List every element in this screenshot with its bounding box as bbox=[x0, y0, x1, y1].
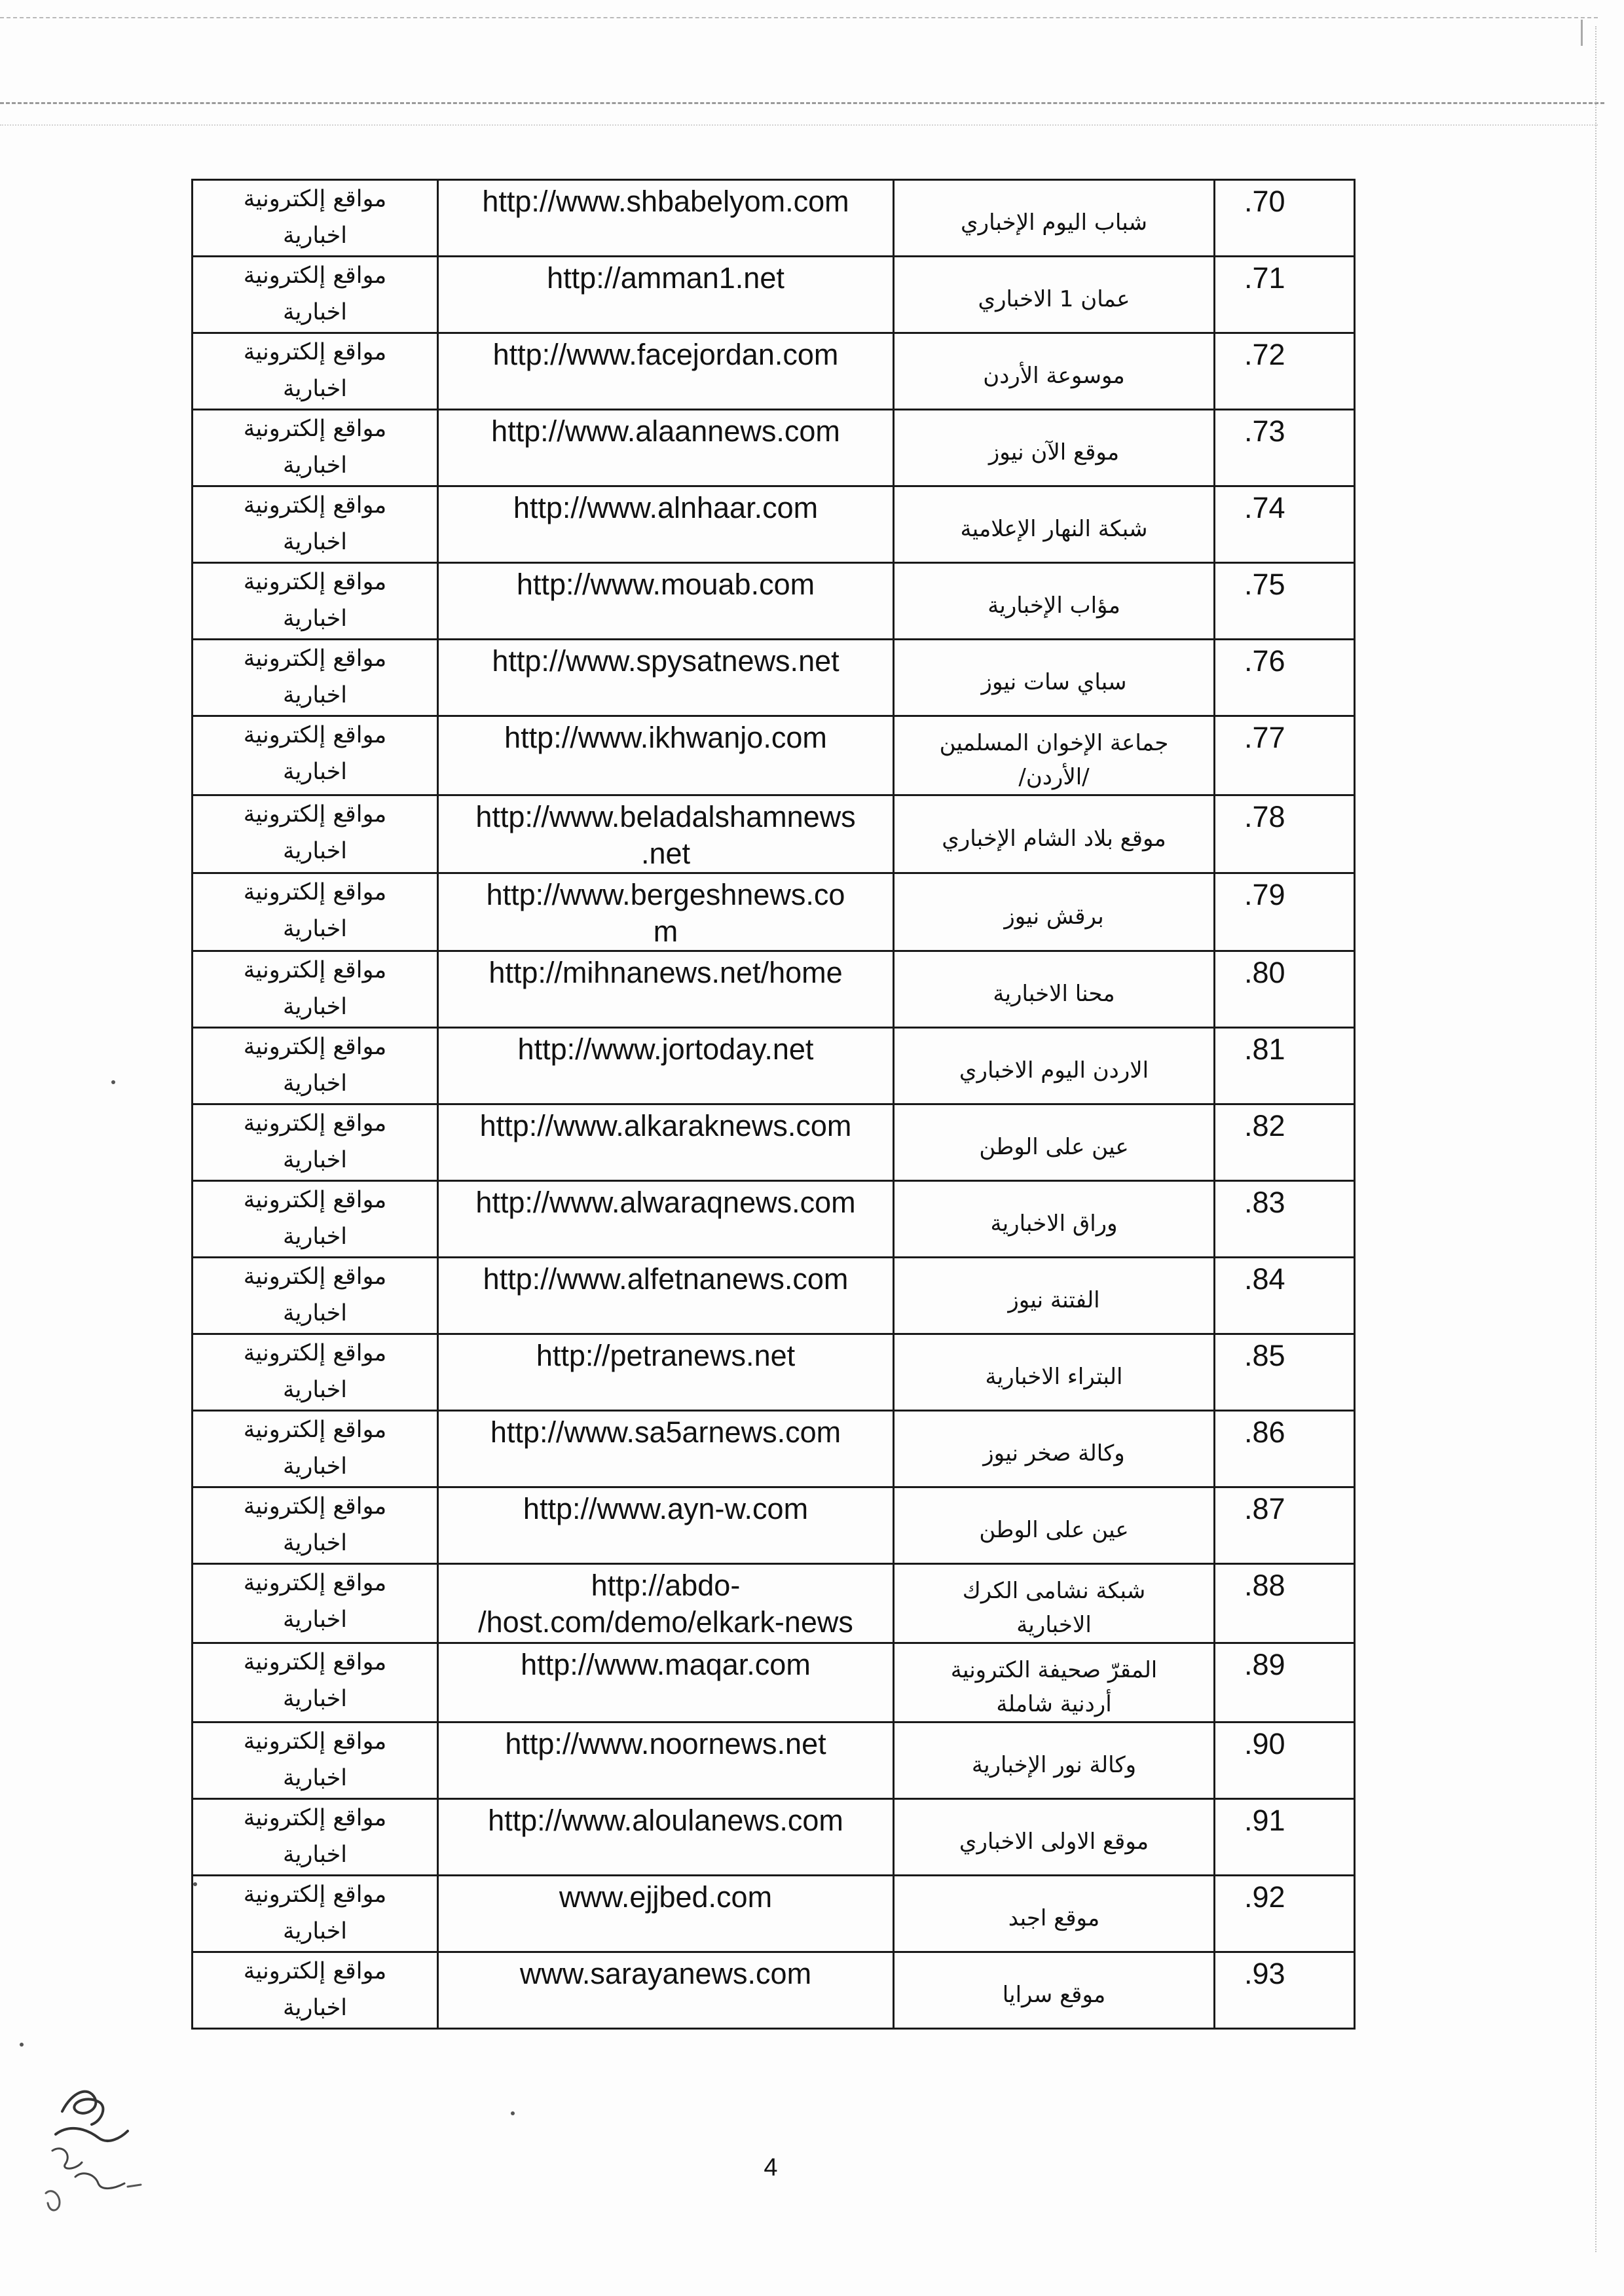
table-row bbox=[193, 951, 1355, 1028]
site-name-cell: موقع سرايا bbox=[894, 1952, 1215, 2029]
category-cell: مواقع إلكترونية اخبارية bbox=[193, 1258, 438, 1334]
url-cell: http://www.facejordan.com bbox=[438, 333, 894, 410]
site-name-cell: وراق الاخبارية bbox=[894, 1181, 1215, 1258]
url-cell: http://www.bergeshnews.co m bbox=[438, 873, 894, 951]
row-number-cell: .86 bbox=[1215, 1411, 1355, 1487]
url-cell: http://www.spysatnews.net bbox=[438, 640, 894, 716]
url-cell: http://www.mouab.com bbox=[438, 563, 894, 640]
handwritten-signature bbox=[36, 2072, 147, 2223]
site-name-cell: وكالة صخر نيوز bbox=[894, 1411, 1215, 1487]
category-cell: مواقع إلكترونية اخبارية bbox=[193, 1564, 438, 1643]
url-cell: http://www.alfetnanews.com bbox=[438, 1258, 894, 1334]
scan-speck bbox=[20, 2043, 24, 2047]
url-cell: http://www.aloulanews.com bbox=[438, 1799, 894, 1876]
scan-speck bbox=[111, 1080, 115, 1084]
category-cell: مواقع إلكترونية اخبارية bbox=[193, 873, 438, 951]
category-cell: مواقع إلكترونية اخبارية bbox=[193, 716, 438, 795]
url-cell: http://abdo- /host.com/demo/elkark-news bbox=[438, 1564, 894, 1643]
table-row bbox=[193, 795, 1355, 873]
category-cell: مواقع إلكترونية اخبارية bbox=[193, 1799, 438, 1876]
category-cell: مواقع إلكترونية اخبارية bbox=[193, 951, 438, 1028]
row-number-cell: .92 bbox=[1215, 1876, 1355, 1952]
row-number-cell: .77 bbox=[1215, 716, 1355, 795]
scan-artifact-line bbox=[0, 17, 1598, 18]
category-cell: مواقع إلكترونية اخبارية bbox=[193, 1411, 438, 1487]
row-number-cell: .80 bbox=[1215, 951, 1355, 1028]
url-cell: www.sarayanews.com bbox=[438, 1952, 894, 2029]
category-cell: مواقع إلكترونية اخبارية bbox=[193, 1643, 438, 1722]
table-row bbox=[193, 640, 1355, 716]
site-name-cell: شبكة نشامى الكرك الاخبارية bbox=[894, 1564, 1215, 1643]
table-row bbox=[193, 1411, 1355, 1487]
category-cell: مواقع إلكترونية اخبارية bbox=[193, 1952, 438, 2029]
site-name-cell: المقرّ صحيفة الكترونية أردنية شاملة bbox=[894, 1643, 1215, 1722]
url-cell: http://mihnanews.net/home bbox=[438, 951, 894, 1028]
url-cell: http://amman1.net bbox=[438, 257, 894, 333]
row-number-cell: .73 bbox=[1215, 410, 1355, 486]
site-name-cell: عين على الوطن bbox=[894, 1104, 1215, 1181]
row-number-cell: .74 bbox=[1215, 486, 1355, 563]
url-cell: http://www.jortoday.net bbox=[438, 1028, 894, 1104]
category-cell: مواقع إلكترونية اخبارية bbox=[193, 1722, 438, 1799]
news-sites-table bbox=[191, 179, 1356, 2030]
category-cell: مواقع إلكترونية اخبارية bbox=[193, 486, 438, 563]
category-cell: مواقع إلكترونية اخبارية bbox=[193, 795, 438, 873]
category-cell: مواقع إلكترونية اخبارية bbox=[193, 1334, 438, 1411]
table-row bbox=[193, 1799, 1355, 1876]
table-row bbox=[193, 1722, 1355, 1799]
table-row bbox=[193, 563, 1355, 640]
row-number-cell: .89 bbox=[1215, 1643, 1355, 1722]
table-row bbox=[193, 1104, 1355, 1181]
row-number-cell: .75 bbox=[1215, 563, 1355, 640]
url-cell: http://www.alkaraknews.com bbox=[438, 1104, 894, 1181]
site-name-cell: موقع الآن نيوز bbox=[894, 410, 1215, 486]
row-number-cell: .81 bbox=[1215, 1028, 1355, 1104]
url-cell: http://www.ikhwanjo.com bbox=[438, 716, 894, 795]
row-number-cell: .76 bbox=[1215, 640, 1355, 716]
site-name-cell: سباي سات نيوز bbox=[894, 640, 1215, 716]
table-row bbox=[193, 1334, 1355, 1411]
table-row bbox=[193, 1258, 1355, 1334]
site-name-cell: الفتنة نيوز bbox=[894, 1258, 1215, 1334]
url-cell: http://www.alnhaar.com bbox=[438, 486, 894, 563]
row-number-cell: .70 bbox=[1215, 180, 1355, 257]
row-number-cell: .90 bbox=[1215, 1722, 1355, 1799]
site-name-cell: برقش نيوز bbox=[894, 873, 1215, 951]
site-name-cell: موقع بلاد الشام الإخباري bbox=[894, 795, 1215, 873]
table-row bbox=[193, 716, 1355, 795]
category-cell: مواقع إلكترونية اخبارية bbox=[193, 333, 438, 410]
url-cell: http://www.shbabelyom.com bbox=[438, 180, 894, 257]
site-name-cell: مؤاب الإخبارية bbox=[894, 563, 1215, 640]
url-cell: http://petranews.net bbox=[438, 1334, 894, 1411]
category-cell: مواقع إلكترونية اخبارية bbox=[193, 1104, 438, 1181]
site-name-cell: عين على الوطن bbox=[894, 1487, 1215, 1564]
row-number-cell: .93 bbox=[1215, 1952, 1355, 2029]
row-number-cell: .82 bbox=[1215, 1104, 1355, 1181]
site-name-cell: شباب اليوم الإخباري bbox=[894, 180, 1215, 257]
site-name-cell: البتراء الاخبارية bbox=[894, 1334, 1215, 1411]
category-cell: مواقع إلكترونية اخبارية bbox=[193, 1876, 438, 1952]
category-cell: مواقع إلكترونية اخبارية bbox=[193, 257, 438, 333]
scan-artifact-line bbox=[0, 124, 1598, 126]
table-row bbox=[193, 333, 1355, 410]
table-row bbox=[193, 257, 1355, 333]
site-name-cell: موقع اجبد bbox=[894, 1876, 1215, 1952]
table-row bbox=[193, 1564, 1355, 1643]
table-row bbox=[193, 873, 1355, 951]
site-name-cell: وكالة نور الإخبارية bbox=[894, 1722, 1215, 1799]
table-row bbox=[193, 1876, 1355, 1952]
category-cell: مواقع إلكترونية اخبارية bbox=[193, 1028, 438, 1104]
scan-speck bbox=[193, 1882, 197, 1886]
row-number-cell: .78 bbox=[1215, 795, 1355, 873]
url-cell: http://www.alaannews.com bbox=[438, 410, 894, 486]
row-number-cell: .79 bbox=[1215, 873, 1355, 951]
category-cell: مواقع إلكترونية اخبارية bbox=[193, 410, 438, 486]
url-cell: http://www.sa5arnews.com bbox=[438, 1411, 894, 1487]
site-name-cell: الاردن اليوم الاخباري bbox=[894, 1028, 1215, 1104]
table-row bbox=[193, 1028, 1355, 1104]
url-cell: www.ejjbed.com bbox=[438, 1876, 894, 1952]
row-number-cell: .88 bbox=[1215, 1564, 1355, 1643]
category-cell: مواقع إلكترونية اخبارية bbox=[193, 563, 438, 640]
url-cell: http://www.alwaraqnews.com bbox=[438, 1181, 894, 1258]
category-cell: مواقع إلكترونية اخبارية bbox=[193, 1181, 438, 1258]
row-number-cell: .72 bbox=[1215, 333, 1355, 410]
row-number-cell: .84 bbox=[1215, 1258, 1355, 1334]
row-number-cell: .87 bbox=[1215, 1487, 1355, 1564]
url-cell: http://www.ayn-w.com bbox=[438, 1487, 894, 1564]
scan-speck bbox=[511, 2111, 515, 2115]
scan-artifact-line bbox=[0, 102, 1604, 104]
site-name-cell: شبكة النهار الإعلامية bbox=[894, 486, 1215, 563]
category-cell: مواقع إلكترونية اخبارية bbox=[193, 640, 438, 716]
row-number-cell: .83 bbox=[1215, 1181, 1355, 1258]
row-number-cell: .85 bbox=[1215, 1334, 1355, 1411]
site-name-cell: جماعة الإخوان المسلمين /الأردن/ bbox=[894, 716, 1215, 795]
site-name-cell: موقع الاولى الاخباري bbox=[894, 1799, 1215, 1876]
row-number-cell: .71 bbox=[1215, 257, 1355, 333]
row-number-cell: .91 bbox=[1215, 1799, 1355, 1876]
category-cell: مواقع إلكترونية اخبارية bbox=[193, 180, 438, 257]
scan-artifact-edge bbox=[1595, 26, 1596, 2252]
url-cell: http://www.noornews.net bbox=[438, 1722, 894, 1799]
category-cell: مواقع إلكترونية اخبارية bbox=[193, 1487, 438, 1564]
table-row bbox=[193, 1952, 1355, 2029]
url-cell: http://www.beladalshamnews .net bbox=[438, 795, 894, 873]
table-row bbox=[193, 180, 1355, 257]
site-name-cell: عمان 1 الاخباري bbox=[894, 257, 1215, 333]
url-cell: http://www.maqar.com bbox=[438, 1643, 894, 1722]
site-name-cell: محنا الاخبارية bbox=[894, 951, 1215, 1028]
scan-artifact-mark bbox=[1581, 20, 1589, 46]
table-row bbox=[193, 1181, 1355, 1258]
table-row bbox=[193, 410, 1355, 486]
page-number: 4 bbox=[764, 2154, 778, 2181]
site-name-cell: موسوعة الأردن bbox=[894, 333, 1215, 410]
table-row bbox=[193, 1643, 1355, 1722]
sites-table-body bbox=[193, 180, 1355, 2029]
table-row bbox=[193, 1487, 1355, 1564]
table-row bbox=[193, 486, 1355, 563]
